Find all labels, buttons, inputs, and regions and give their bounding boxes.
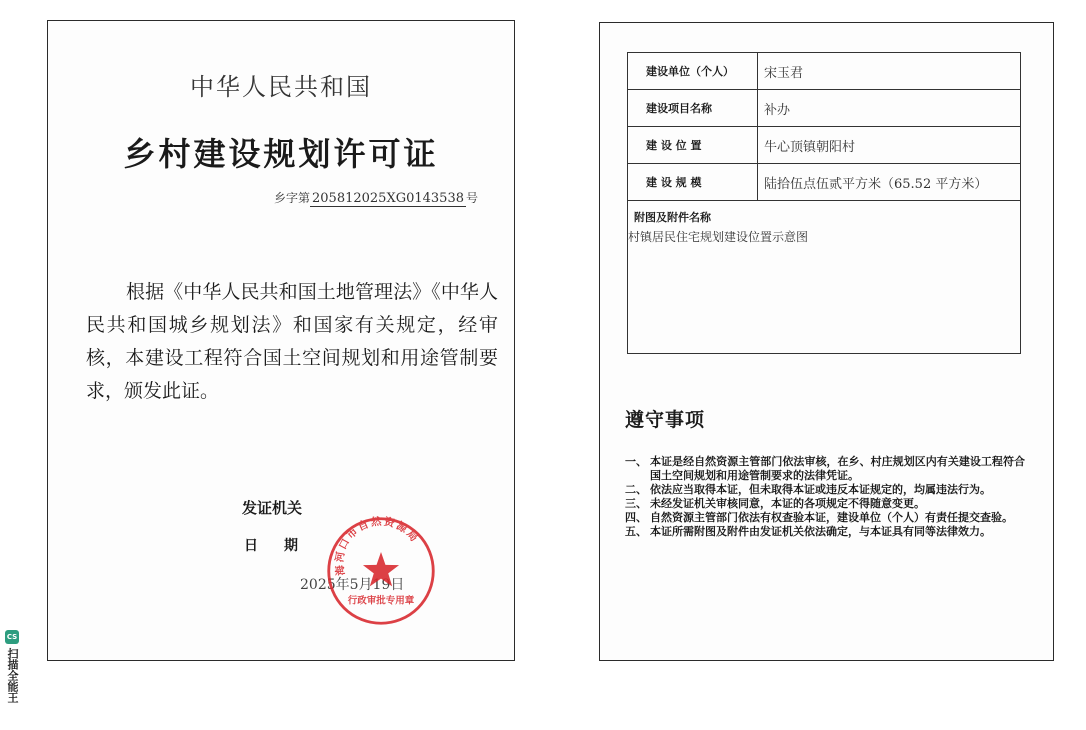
seal-top-text: 海河口市自然资源局 bbox=[333, 515, 422, 577]
list-item bbox=[625, 525, 1025, 539]
attachments-cell bbox=[628, 201, 1020, 353]
note-number: 三、 bbox=[625, 497, 647, 510]
row-value: 陆拾伍点伍贰平方米（65.52 平方米） bbox=[764, 176, 988, 192]
note-number: 五、 bbox=[625, 525, 647, 538]
attachments-label: 附图及附件名称 bbox=[634, 211, 711, 224]
note-number: 二、 bbox=[625, 483, 647, 496]
scanner-label: 扫描全能王 bbox=[6, 648, 19, 703]
official-seal-stamp bbox=[324, 514, 438, 628]
table-row bbox=[628, 127, 1020, 164]
row-label: 建设单位（个人） bbox=[628, 53, 758, 89]
row-label: 建设项目名称 bbox=[628, 90, 758, 126]
list-item bbox=[625, 497, 1025, 511]
issue-date-label: 日期 bbox=[244, 538, 324, 554]
certificate-title: 乡村建设规划许可证 bbox=[123, 135, 439, 173]
note-number: 一、 bbox=[625, 455, 647, 468]
row-label: 建 设 位 置 bbox=[628, 127, 758, 163]
row-value: 宋玉君 bbox=[764, 65, 804, 81]
row-label: 建 设 规 模 bbox=[628, 164, 758, 200]
note-number: 四、 bbox=[625, 511, 647, 524]
certificate-back-page bbox=[599, 22, 1054, 661]
certificate-number: 205812025XG0143538 bbox=[312, 191, 464, 206]
seal-star-icon bbox=[363, 552, 399, 586]
table-row bbox=[628, 90, 1020, 127]
row-value: 牛心顶镇朝阳村 bbox=[764, 139, 856, 155]
note-text: 依法应当取得本证，但未取得本证或违反本证规定的，均属违法行为。 bbox=[650, 483, 991, 496]
certificate-number-line bbox=[274, 189, 478, 207]
certificate-front-page bbox=[47, 20, 515, 661]
list-item bbox=[625, 455, 1025, 483]
table-row bbox=[628, 164, 1020, 201]
notes-list bbox=[625, 455, 1025, 539]
list-item bbox=[625, 511, 1025, 525]
certificate-number-prefix: 乡字第 bbox=[274, 191, 311, 205]
attachments-value: 村镇居民住宅规划建设位置示意图 bbox=[628, 230, 809, 244]
project-info-table bbox=[627, 52, 1021, 354]
certificate-body-text: 根据《中华人民共和国土地管理法》《中华人民共和国城乡规划法》和国家有关规定，经审核，本建设工程符合国土空间规划和用途管制要求，颁发此证。 bbox=[86, 281, 498, 402]
note-text: 本证所需附图及附件由发证机关依法确定，与本证具有同等法律效力。 bbox=[650, 525, 991, 538]
notes-title: 遵守事项 bbox=[625, 409, 706, 431]
row-value: 补办 bbox=[764, 102, 791, 118]
issue-date-value: 2025年5月19日 bbox=[300, 577, 405, 593]
table-row bbox=[628, 53, 1020, 90]
scanner-watermark bbox=[3, 630, 21, 703]
certificate-number-suffix: 号 bbox=[466, 191, 479, 205]
note-text: 本证是经自然资源主管部门依法审核，在乡、村庄规划区内有关建设工程符合国土空间规划和用途管制要求的法律凭证。 bbox=[650, 455, 1025, 482]
country-name: 中华人民共和国 bbox=[190, 73, 372, 101]
list-item bbox=[625, 483, 1025, 497]
note-text: 自然资源主管部门依法有权查验本证，建设单位（个人）有责任提交查验。 bbox=[650, 511, 1013, 524]
seal-bottom-text: 行政审批专用章 bbox=[347, 595, 415, 607]
camscanner-logo-icon: CS bbox=[5, 630, 19, 644]
issuing-authority-label: 发证机关 bbox=[242, 499, 303, 517]
note-text: 未经发证机关审核同意，本证的各项规定不得随意变更。 bbox=[650, 497, 925, 510]
